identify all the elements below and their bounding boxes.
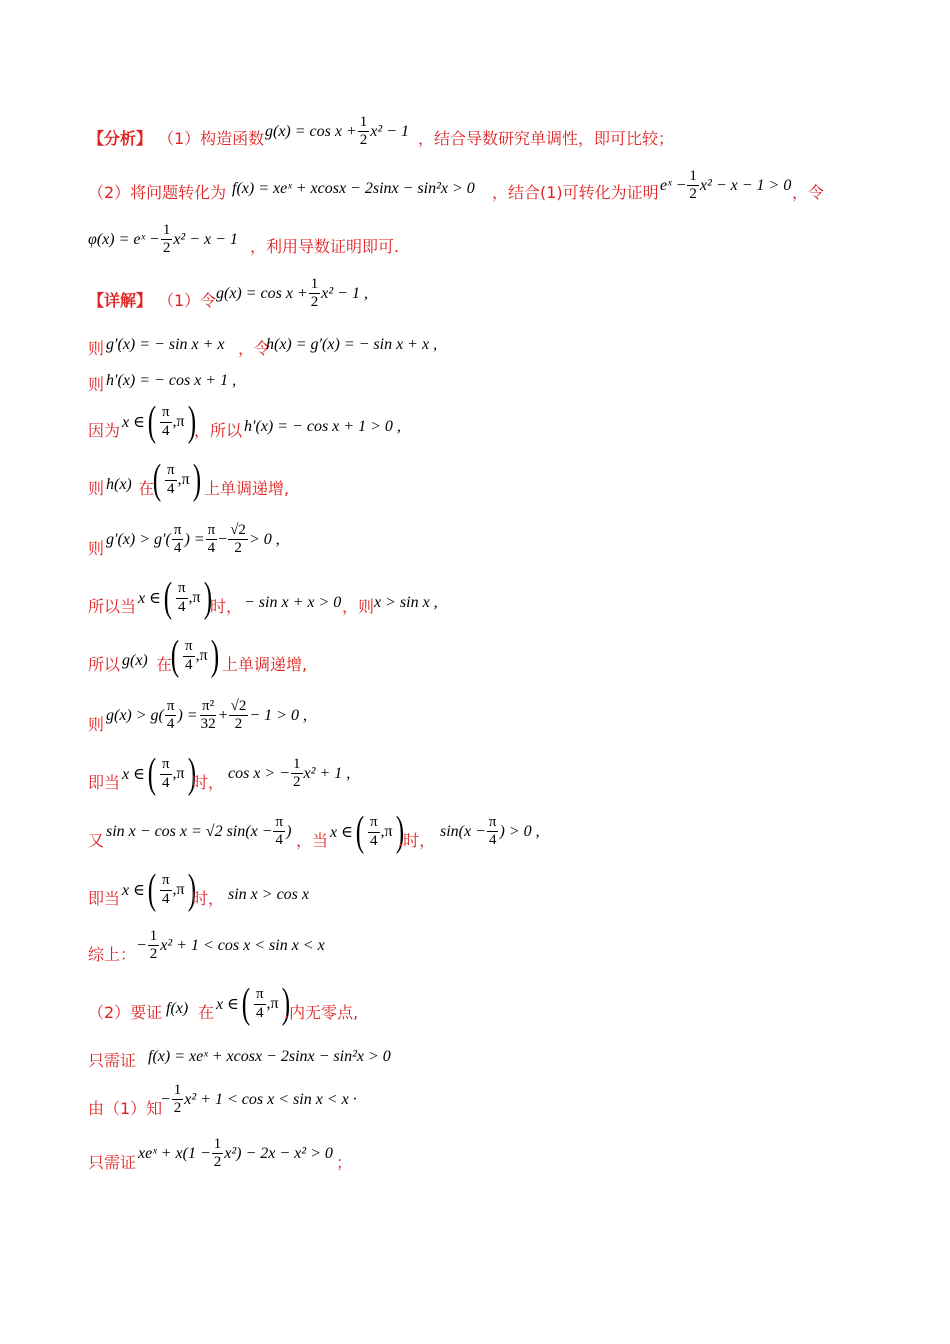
- math-text: −: [136, 936, 147, 954]
- parenthesis: (: [147, 867, 157, 913]
- text: .时，: [398, 831, 436, 850]
- fraction-numerator: 1: [687, 168, 699, 186]
- detail-line-11: [0, 808, 950, 868]
- formula: [228, 756, 350, 792]
- formula: [106, 698, 307, 734]
- fraction: [183, 638, 195, 674]
- math-text: −: [218, 530, 228, 548]
- formula: h′(x) = − cos x + 1 ,: [106, 372, 237, 389]
- fraction: [160, 872, 172, 908]
- text: 所以当: [88, 597, 137, 616]
- detail-l1-formula: [216, 276, 368, 312]
- text: 只需证: [88, 1153, 137, 1172]
- text: 则: [88, 375, 105, 394]
- fraction-denominator: 4: [185, 656, 193, 673]
- fraction-numerator: π²: [200, 698, 216, 716]
- parenthesis: ): [187, 751, 196, 797]
- fraction: [206, 522, 218, 558]
- fraction-denominator: 4: [177, 598, 186, 615]
- math-text: − 1 > 0 ,: [249, 706, 307, 724]
- fraction-numerator: √2: [229, 698, 249, 716]
- math-text: eˣ −: [660, 176, 687, 194]
- analysis-p1-formula: [265, 114, 409, 150]
- analysis-line-2: [0, 162, 950, 222]
- formula: [136, 928, 325, 964]
- text: 又: [88, 831, 105, 850]
- fraction-denominator: 2: [310, 294, 319, 311]
- parenthesis: ): [281, 981, 290, 1027]
- formula: h(x) = g′(x) = − sin x + x ,: [266, 336, 438, 353]
- fraction-numerator: 1: [212, 1136, 224, 1154]
- text: ，令: [238, 339, 271, 358]
- detail-line-7: [0, 574, 950, 634]
- fraction: [161, 222, 173, 258]
- fraction: [165, 698, 177, 734]
- detail-line-6: [0, 516, 950, 576]
- math-text: x²) − 2x − x² > 0: [224, 1144, 333, 1162]
- interval-pi4-pi: [150, 457, 204, 503]
- text: 在: [156, 655, 173, 674]
- analysis-p2-formula: f(x) = xeˣ + xcosx − 2sinx − sin²x > 0: [232, 180, 475, 197]
- fraction: [687, 168, 699, 204]
- text: 综上：: [88, 945, 137, 964]
- text: ；: [336, 1153, 353, 1172]
- formula: f(x) = xeˣ + xcosx − 2sinx − sin²x > 0: [148, 1048, 391, 1065]
- text: 时，: [192, 773, 225, 792]
- analysis-line-3: [0, 216, 950, 276]
- math-text: +: [218, 706, 228, 724]
- fraction-denominator: 2: [359, 132, 368, 149]
- fraction-denominator: 4: [167, 480, 175, 497]
- fraction-numerator: π: [165, 462, 177, 480]
- fraction: [176, 580, 188, 616]
- text: 即当: [88, 773, 121, 792]
- formula: h(x): [106, 476, 132, 493]
- text: 时，: [192, 889, 225, 908]
- fraction: [148, 928, 160, 964]
- fraction: [368, 814, 380, 850]
- math-text: x² − 1 ,: [321, 284, 368, 302]
- math-text: x ∈: [122, 766, 145, 783]
- detail-line-13: [0, 922, 950, 982]
- math-text: x ∈: [122, 414, 145, 431]
- fraction-numerator: π: [206, 522, 218, 540]
- interval-pi4-pi: [122, 751, 199, 797]
- text: 上单调递增,: [222, 655, 308, 674]
- interval-pi4-pi: [138, 575, 215, 621]
- analysis-p2-formula-2: [660, 168, 791, 204]
- parenthesis: (: [152, 457, 162, 503]
- interval-pi4-pi: [216, 981, 293, 1027]
- fraction-denominator: 4: [255, 1004, 264, 1021]
- fraction: [160, 404, 172, 440]
- fraction-numerator: π: [273, 814, 285, 832]
- text: .内无零点,: [284, 1003, 359, 1022]
- fraction: [309, 276, 321, 312]
- fraction-denominator: 2: [149, 946, 158, 963]
- formula: x > sin x ,: [374, 594, 438, 611]
- fraction-denominator: 2: [234, 716, 243, 733]
- detail-line-12: [0, 866, 950, 926]
- math-text: x² − x − 1: [173, 230, 238, 248]
- analysis-label: 【分析】: [88, 129, 153, 148]
- math-text: ) =: [177, 706, 198, 724]
- fraction-numerator: π: [254, 986, 266, 1004]
- fraction-denominator: 2: [689, 186, 697, 203]
- interval-pi4-pi: [168, 633, 222, 679]
- text: 则: [88, 539, 105, 558]
- parenthesis: ): [187, 399, 196, 445]
- fraction-numerator: 1: [161, 222, 173, 240]
- fraction: [487, 814, 499, 850]
- formula: [106, 522, 280, 558]
- fraction: [199, 698, 218, 734]
- formula: − sin x + x > 0: [244, 594, 342, 611]
- fraction-numerator: π: [368, 814, 380, 832]
- fraction-denominator: 2: [162, 240, 171, 257]
- fraction-numerator: π: [172, 522, 184, 540]
- math-text: x² − x − 1 > 0: [699, 176, 792, 194]
- text: 则: [88, 715, 105, 734]
- detail-line-10: [0, 750, 950, 810]
- fraction-numerator: 1: [291, 756, 303, 774]
- fraction-denominator: 2: [173, 1100, 182, 1117]
- math-text: ,π: [380, 823, 393, 840]
- fraction-numerator: √2: [228, 522, 248, 540]
- fraction-numerator: π: [160, 756, 172, 774]
- fraction: [160, 756, 172, 792]
- parenthesis: (: [147, 751, 157, 797]
- fraction-numerator: π: [487, 814, 499, 832]
- analysis-line-1: [0, 108, 950, 168]
- detail-label: 【详解】: [88, 291, 153, 310]
- fraction: [358, 114, 370, 150]
- text: 则: [88, 339, 105, 358]
- text: （2）要证: [88, 1003, 163, 1022]
- fraction-denominator: 4: [166, 716, 175, 733]
- math-text: ): [286, 822, 292, 840]
- formula: [440, 814, 540, 850]
- math-text: x² + 1 ,: [303, 764, 351, 782]
- formula: h′(x) = − cos x + 1 > 0 ,: [244, 418, 401, 435]
- fraction-denominator: 4: [161, 890, 170, 907]
- math-text: x² + 1 < cos x < sin x < x ·: [184, 1090, 357, 1108]
- text: 由（1）知: [88, 1099, 163, 1118]
- formula: [160, 1082, 357, 1118]
- interval-pi4-pi: [122, 399, 199, 445]
- fraction-denominator: 4: [161, 774, 170, 791]
- math-text: ) =: [184, 530, 205, 548]
- parenthesis: ): [187, 867, 196, 913]
- fraction: [165, 462, 177, 498]
- fraction-numerator: π: [183, 638, 195, 656]
- fraction-denominator: 4: [275, 832, 284, 849]
- parenthesis: ): [203, 575, 212, 621]
- fraction: [228, 522, 248, 558]
- math-text: ,π: [266, 995, 279, 1012]
- math-text: ,π: [177, 471, 190, 488]
- math-text: cos x > −: [228, 764, 291, 782]
- math-text: xeˣ + x(1 −: [138, 1144, 211, 1162]
- fraction: [273, 814, 285, 850]
- parenthesis: (: [170, 633, 180, 679]
- math-text: φ(x) = eˣ −: [88, 230, 160, 248]
- analysis-p3-formula: [88, 222, 238, 258]
- math-text: ,π: [188, 589, 201, 606]
- math-text: g′(x) > g′(: [106, 530, 171, 548]
- fraction-denominator: 4: [207, 540, 216, 557]
- parenthesis: (: [355, 809, 365, 855]
- text: 在: [138, 479, 155, 498]
- math-text: sin x − cos x = √2 sin(x −: [106, 822, 273, 840]
- detail-l1-prefix: （1）令: [158, 291, 217, 310]
- parenthesis: (: [147, 399, 157, 445]
- math-text: x ∈: [216, 996, 239, 1013]
- formula: [106, 814, 291, 850]
- fraction: [254, 986, 266, 1022]
- parenthesis: ): [192, 457, 201, 503]
- text: ，所以: [194, 421, 243, 440]
- math-text: x ∈: [330, 824, 353, 841]
- formula: sin x > cos x: [228, 886, 309, 903]
- math-text: ) > 0 ,: [499, 822, 540, 840]
- fraction-numerator: π: [165, 698, 177, 716]
- fraction-numerator: π: [160, 404, 172, 422]
- math-text: −: [160, 1090, 171, 1108]
- text: 时，: [210, 597, 243, 616]
- math-text: ,π: [172, 765, 185, 782]
- fraction-denominator: 4: [369, 832, 378, 849]
- parenthesis: (: [163, 575, 173, 621]
- fraction-numerator: π: [160, 872, 172, 890]
- interval-pi4-pi: [122, 867, 199, 913]
- text: 只需证: [88, 1051, 137, 1070]
- text: 在: [198, 1003, 215, 1022]
- math-text: ,π: [195, 647, 208, 664]
- text: 所以: [88, 655, 121, 674]
- parenthesis: (: [241, 981, 251, 1027]
- analysis-p1-prefix: （1）构造函数: [158, 129, 265, 148]
- math-text: x ∈: [122, 882, 145, 899]
- fraction: [172, 1082, 184, 1118]
- fraction-numerator: π: [176, 580, 188, 598]
- math-text: ,π: [172, 881, 185, 898]
- fraction-denominator: 4: [488, 832, 497, 849]
- detail-line-8: [0, 632, 950, 692]
- fraction: [212, 1136, 224, 1172]
- fraction: [172, 522, 184, 558]
- fraction: [229, 698, 249, 734]
- text: ，则: [342, 597, 375, 616]
- text: 因为: [88, 421, 121, 440]
- fraction-denominator: 2: [234, 540, 242, 557]
- parenthesis: ): [395, 809, 404, 855]
- text: 则: [88, 479, 105, 498]
- fraction: [291, 756, 303, 792]
- detail-line-4: [0, 398, 950, 458]
- fraction-denominator: 2: [293, 774, 301, 791]
- detail-line-16: [0, 1076, 950, 1136]
- math-text: sin(x −: [440, 822, 486, 840]
- fraction-denominator: 2: [213, 1154, 222, 1171]
- math-text: g(x) = cos x +: [265, 122, 357, 140]
- math-text: > 0 ,: [248, 530, 280, 548]
- math-text: ,π: [172, 413, 185, 430]
- analysis-p2-prefix: （2）将问题转化为: [88, 183, 227, 202]
- math-text: g(x) > g(: [106, 706, 164, 724]
- formula: f(x): [166, 1000, 189, 1017]
- fraction-denominator: 32: [200, 716, 216, 733]
- math-text: x ∈: [138, 590, 161, 607]
- math-text: g(x) = cos x +: [216, 284, 308, 302]
- detail-line-9: [0, 692, 950, 752]
- interval-pi4-pi: [330, 809, 407, 855]
- fraction-numerator: 1: [172, 1082, 184, 1100]
- detail-line-5: [0, 456, 950, 516]
- analysis-p3-suffix: ，利用导数证明即可.: [250, 237, 400, 256]
- fraction-denominator: 4: [173, 540, 182, 557]
- analysis-p1-suffix: ，结合导数研究单调性，即可比较；: [418, 129, 675, 148]
- detail-line-17: [0, 1130, 950, 1190]
- math-text: x² + 1 < cos x < sin x < x: [160, 936, 325, 954]
- fraction-denominator: 4: [161, 422, 170, 439]
- text: 即当: [88, 889, 121, 908]
- math-text: x² − 1: [370, 122, 409, 140]
- fraction-numerator: 1: [309, 276, 321, 294]
- formula: [138, 1136, 333, 1172]
- parenthesis: ): [210, 633, 219, 679]
- formula: g(x): [122, 652, 148, 669]
- formula: g′(x) = − sin x + x: [106, 336, 225, 353]
- text: 上单调递增,: [204, 479, 290, 498]
- fraction-numerator: 1: [148, 928, 160, 946]
- analysis-p2-mid: ，结合(1)可转化为证明: [492, 183, 659, 202]
- fraction-numerator: 1: [358, 114, 370, 132]
- analysis-p2-suffix: ，令: [792, 183, 825, 202]
- text: ，当: [296, 831, 329, 850]
